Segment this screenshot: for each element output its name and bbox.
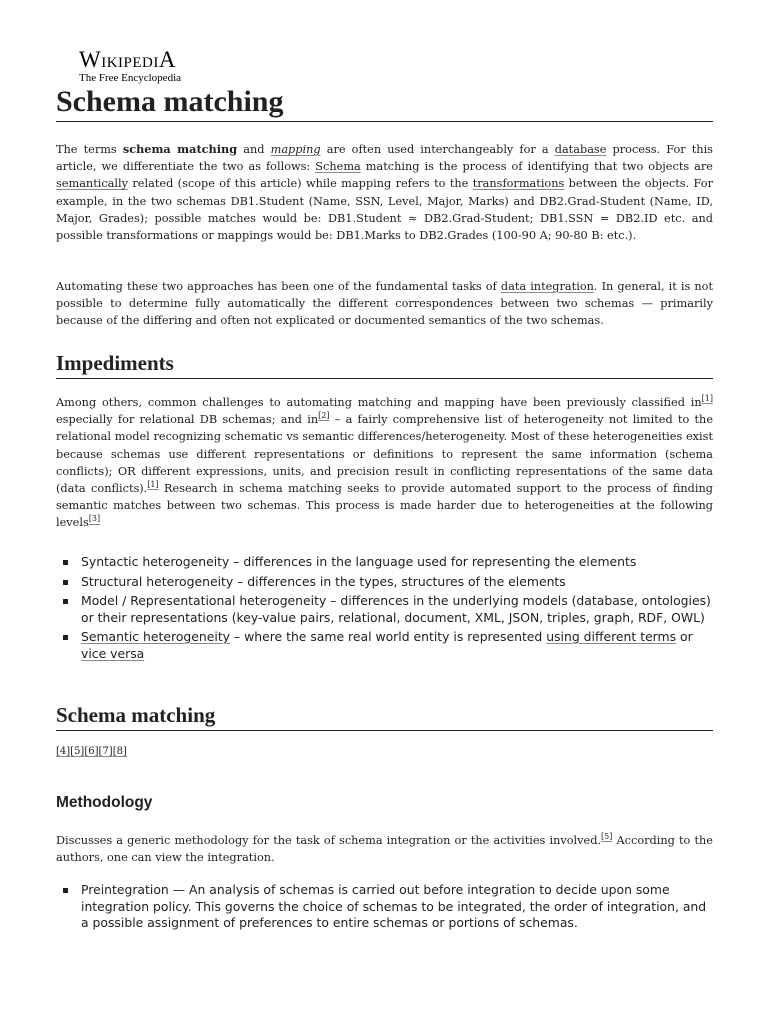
- section-heading-impediments: Impediments: [56, 350, 713, 379]
- methodology-paragraph: Discusses a generic methodology for the task of schema integration or the activities involved.[5] According to the authors, one can view the integration.: [56, 832, 713, 865]
- bullet-icon: [63, 599, 68, 604]
- citation-ref-2[interactable]: [2]: [318, 411, 330, 421]
- bullet-icon: [63, 560, 68, 565]
- list-item: Preintegration — An analysis of schemas is carried out before integration to decide upon some integration policy. This governs the choice of schemas to be integrated, the order of integration, and a possible assignment of preferences to entire schemas or portions of schemas.: [56, 882, 713, 932]
- link-semantically[interactable]: semantically: [56, 177, 129, 191]
- link-vice-versa[interactable]: vice versa: [81, 645, 145, 661]
- link-using-different-terms[interactable]: using different terms: [546, 629, 677, 644]
- link-database[interactable]: database: [554, 143, 607, 156]
- link-semantic-heterogeneity[interactable]: Semantic heterogeneity: [81, 629, 231, 644]
- citation-ref-8[interactable]: [8]: [112, 746, 127, 757]
- bold-term-schema-matching: schema matching: [122, 142, 238, 156]
- list-item: Semantic heterogeneity – where the same real world entity is represented using different terms or vice versa: [56, 629, 713, 662]
- citation-ref-5b[interactable]: [5]: [601, 832, 613, 842]
- list-item: Structural heterogeneity – differences in the types, structures of the elements: [56, 574, 713, 591]
- citation-ref-7[interactable]: [7]: [98, 746, 113, 757]
- subsection-heading-methodology: Methodology: [56, 794, 153, 811]
- page-title: Schema matching: [56, 84, 713, 122]
- link-schema[interactable]: Schema: [315, 160, 361, 174]
- citation-ref-3[interactable]: [3]: [88, 514, 101, 524]
- link-transformations[interactable]: transformations: [472, 177, 565, 191]
- impediments-paragraph: Among others, common challenges to automating matching and mapping have been previously classified in[1] especially for relational DB schemas; and in[2] – a fairly comprehensive list of heterogeneity not limited to the relational model recognizing schematic vs semantic differences/heterogeneity. Most of these heterogeneities exist because schemas use different representations or definitions to represent the same information (schema conflicts); OR different expressions, units, and precision result in conflicting representations of the same data (data conflicts).[1] Research in schema matching seeks to provide automated support to the process of finding semantic matches between two schemas. This process is made harder due to heterogeneities at the following levels[3]: [56, 394, 714, 530]
- bullet-icon: [63, 635, 68, 640]
- bullet-icon: [63, 580, 68, 585]
- schema-matching-references: [56, 745, 127, 759]
- intro-paragraph-2: Automating these two approaches has been one of the fundamental tasks of data integration. In general, it is not possible to determine fully automatically the different correspondences between two schemas — primarily because of the differing and often not explicated or documented semantics of the two schemas.: [56, 280, 713, 328]
- list-item: Syntactic heterogeneity – differences in the language used for representing the elements: [56, 554, 713, 571]
- citation-ref-5[interactable]: [5]: [70, 746, 85, 757]
- logo-tagline: The Free Encyclopedia: [79, 72, 182, 84]
- bullet-icon: [63, 888, 68, 893]
- logo-wordmark-rest: ikipedi: [101, 48, 159, 72]
- logo-wordmark: WikipediA: [79, 47, 176, 72]
- heterogeneity-list: [56, 554, 713, 665]
- methodology-list: [56, 882, 713, 935]
- list-item: Model / Representational heterogeneity – differences in the underlying models (database, ontologies) or their representations (key-value pairs, relational, document, XML, JSON, triples, graph, RDF, OWL): [56, 593, 713, 626]
- wikipedia-logo[interactable]: [79, 49, 181, 85]
- citation-ref-1b[interactable]: [1]: [147, 480, 159, 490]
- section-heading-schema-matching: Schema matching: [56, 702, 713, 731]
- link-mapping[interactable]: mapping: [270, 143, 321, 156]
- citation-ref-6[interactable]: [6]: [84, 746, 99, 757]
- intro-paragraph-1: The terms schema matching and mapping are often used interchangeably for a database process. For this article, we differentiate the two as follows: Schema matching is the process of identifying that two objects are semantically related (scope of this article) while mapping refers to the transformations between the objects. For example, in the two schemas DB1.Student (Name, SSN, Level, Major, Marks) and DB2.Grad-Student (Name, ID, Major, Grades); possible matches would be: DB1.Student ≈ DB2.Grad-Student; DB1.SSN = DB2.ID etc. and possible transformations or mappings would be: DB1.Marks to DB2.Grades (100-90 A; 90-80 B: etc.).: [56, 142, 713, 243]
- citation-ref-1[interactable]: [1]: [701, 394, 713, 404]
- link-data-integration[interactable]: data integration: [500, 280, 594, 293]
- citation-ref-4[interactable]: [4]: [56, 746, 71, 757]
